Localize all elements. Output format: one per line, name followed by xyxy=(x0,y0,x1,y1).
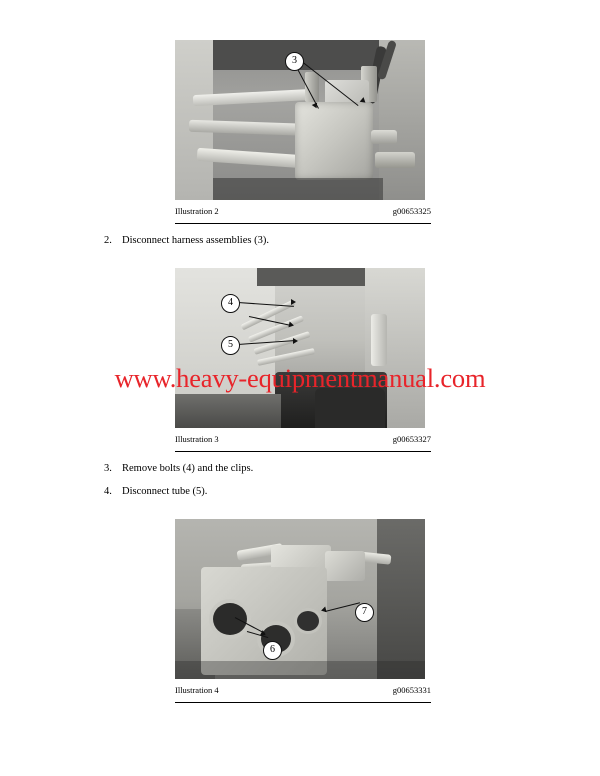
graphic-id: g00653325 xyxy=(392,206,431,216)
valve-port-right xyxy=(375,152,415,168)
valve-port xyxy=(371,130,397,144)
photo-shadow-right xyxy=(377,519,425,679)
step-item-2 xyxy=(88,224,512,248)
valve-body xyxy=(295,102,373,180)
step-number: 3. xyxy=(104,462,112,474)
graphic-id: g00653331 xyxy=(392,684,431,695)
cylinder xyxy=(371,314,387,366)
caption-label: Illustration 3 xyxy=(175,433,219,444)
graphic-id: g00653327 xyxy=(392,433,431,444)
caption-illustration-2 xyxy=(175,200,431,216)
callout-4: 4 xyxy=(221,294,240,313)
photo-hydraulic-valve xyxy=(175,40,425,200)
arrow-head-4b xyxy=(288,321,294,328)
arrow-head-5 xyxy=(293,338,298,344)
port-hole-left xyxy=(213,603,247,635)
figure-illustration-4 xyxy=(175,519,431,703)
caption-label: Illustration 2 xyxy=(175,206,219,216)
photo-shadow-top xyxy=(257,268,365,286)
callout-3: 3 xyxy=(285,52,304,71)
caption-rule xyxy=(175,451,431,452)
caption-illustration-3 xyxy=(175,428,431,444)
step-text: Remove bolts (4) and the clips. xyxy=(122,462,254,474)
callout-7: 7 xyxy=(355,603,374,622)
step-list-1 xyxy=(88,224,512,248)
photo-cylinder-head xyxy=(175,519,425,679)
photo-shadow-lower-left xyxy=(175,394,281,428)
step-item-3 xyxy=(88,452,512,476)
figure-illustration-3 xyxy=(175,268,431,452)
callout-5: 5 xyxy=(221,336,240,355)
callout-6: 6 xyxy=(263,641,282,660)
step-text: Disconnect harness assemblies (3). xyxy=(122,235,269,246)
step-number: 4. xyxy=(104,486,112,498)
figure-illustration-2 xyxy=(175,40,431,224)
caption-label: Illustration 4 xyxy=(175,684,219,695)
step-number: 2. xyxy=(104,235,112,246)
step-text: Disconnect tube (5). xyxy=(122,486,208,498)
step-list-2 xyxy=(88,452,512,499)
photo-shadow-bottom xyxy=(213,178,383,200)
watermark: www.heavy-equipmentmanual.com xyxy=(114,363,486,393)
photo-shadow-bottom xyxy=(175,661,425,679)
port-hole-right xyxy=(297,611,319,631)
arrow-head-4 xyxy=(291,299,296,305)
photo-harness-bolts xyxy=(175,268,425,428)
caption-rule xyxy=(175,702,431,703)
step-item-4 xyxy=(88,475,512,499)
caption-rule xyxy=(175,223,431,224)
valve-body-right xyxy=(325,551,365,581)
caption-illustration-4 xyxy=(175,679,431,695)
